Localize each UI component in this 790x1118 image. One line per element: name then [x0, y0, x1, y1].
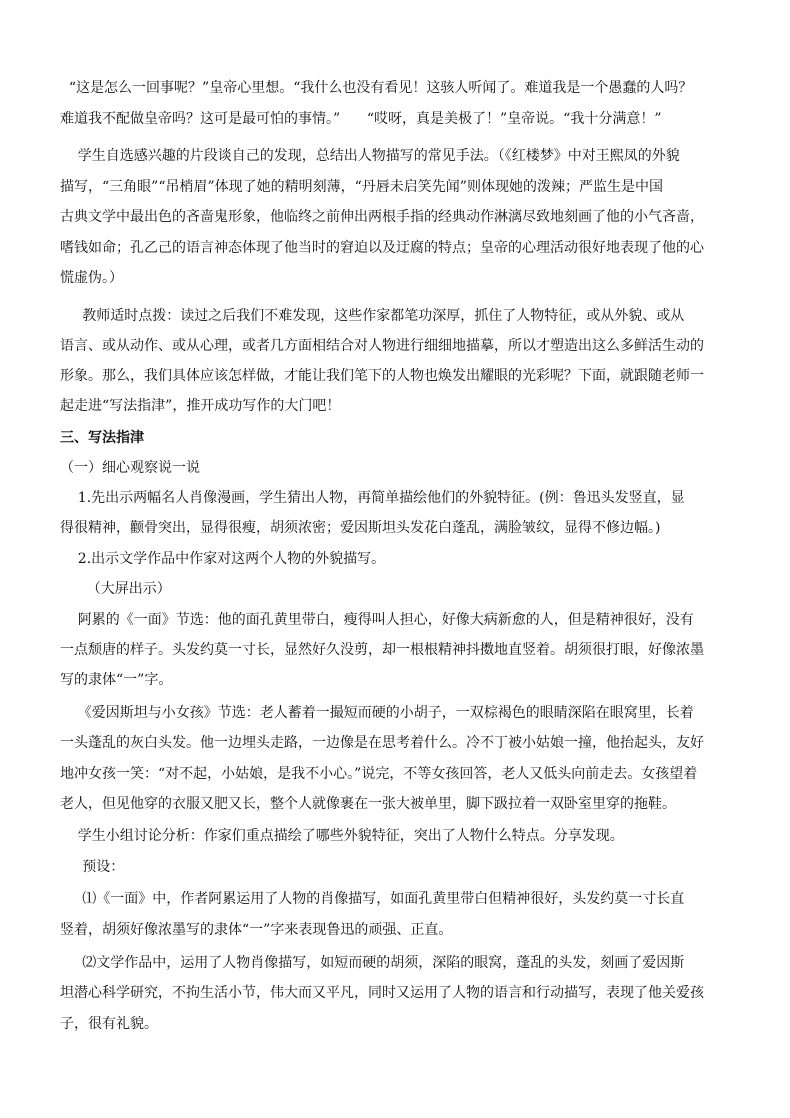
text-line: 慌虚伪。） — [60, 270, 123, 286]
text-line: 一头蓬乱的灰白头发。他一边埋头走路，一边像是在思考着什么。冷不丁被小姑娘一撞，他抬起头，友好 — [60, 735, 704, 751]
text-line: 预设： — [60, 859, 125, 875]
text-line: 地冲女孩一笑：“对不起，小姑娘，是我不小心。”说完，不等女孩回答，老人又低头向前走去。女孩望着 — [60, 766, 698, 782]
text-line: ⑵文学作品中，运用了人物肖像描写，如短而硬的胡须，深陷的眼窝，蓬乱的头发，刻画了爱因斯 — [60, 955, 685, 971]
text-line: 老人，但见他穿的衣服又肥又长，整个人就像裹在一张大被单里，脚下趿拉着一双卧室里穿的拖鞋。 — [60, 796, 676, 812]
text-line: 学生自选感兴趣的片段谈自己的发现，总结出人物描写的常见手法。（《红楼梦》中对王熙凤的外貌 — [60, 148, 680, 164]
text-line: 竖着，胡须好像浓墨写的隶体“一”字来表现鲁迅的顽强、正直。 — [60, 922, 453, 938]
text-line: 得很精神，颧骨突出，显得很瘦，胡须浓密；爱因斯坦头发花白蓬乱，满脸皱纹，显得不修边幅。) — [60, 520, 661, 536]
text-line: 形象。那么，我们具体应该怎样做，才能让我们笔下的人物也焕发出耀眼的光彩呢？下面，就跟随老师一 — [60, 368, 704, 384]
subsection-heading: （一）细心观察说一说 — [60, 460, 200, 476]
text-line: 描写，“三角眼”“吊梢眉”体现了她的精明刻薄，“丹唇未启笑先闻”则体现她的泼辣；严监生是中国 — [60, 179, 663, 195]
text-line: 嗜钱如命；孔乙己的语言神态体现了他当时的窘迫以及迂腐的特点；皇帝的心理活动很好地表现了他的心 — [60, 240, 704, 256]
text-line: 子，很有礼貌。 — [60, 1016, 158, 1032]
text-line: 难道我不配做皇帝吗？这可是最可怕的事情。” “哎呀，真是美极了！”皇帝说。“我十分满意！” — [60, 111, 662, 127]
text-line: ⑴《一面》中，作者阿累运用了人物的肖像描写，如面孔黄里带白但精神很好，头发约莫一寸长直 — [60, 891, 685, 907]
section-heading: 三、写法指津 — [60, 430, 144, 446]
text-line: 阿累的《一面》节选：他的面孔黄里带白，瘦得叫人担心，好像大病新愈的人，但是精神很好，没有 — [60, 612, 694, 628]
text-line: “这是怎么一回事呢？”皇帝心里想。“我什么也没有看见！这骇人听闻了。难道我是一个愚蠢的人吗？ — [60, 80, 693, 96]
text-line: 古典文学中最出色的吝啬鬼形象，他临终之前伸出两根手指的经典动作淋漓尽致地刻画了他的小气吝啬， — [60, 209, 704, 225]
text-line: 起走进“写法指津”，推开成功写作的大门吧！ — [60, 398, 341, 414]
text-line: 教师适时点拨：读过之后我们不难发现，这些作家都笔功深厚，抓住了人物特征，或从外貌、或从 — [60, 308, 685, 324]
text-line: 《爱因斯坦与小女孩》节选：老人蓄着一撮短而硬的小胡子，一双棕褐色的眼睛深陷在眼窝里，长着 — [60, 705, 694, 721]
text-line: 一点颓唐的样子。头发约莫一寸长，显然好久没剪，却一根根精神抖擞地直竖着。胡须很打眼，好像浓墨 — [60, 642, 704, 658]
text-line: 坦潜心科学研究，不拘生活小节，伟大而又平凡，同时又运用了人物的语言和行动描写，表现了他关爱孩 — [60, 985, 704, 1001]
text-line: 语言、或从动作、或从心理，或者几方面相结合对人物进行细细地描摹，所以才塑造出这么多鲜活生动的 — [60, 338, 704, 354]
text-line: 1.先出示两幅名人肖像漫画，学生猜出人物，再简单描绘他们的外貌特征。(例：鲁迅头发竖直，显 — [60, 490, 685, 506]
text-line: （大屏出示） — [60, 581, 171, 597]
text-line: 学生小组讨论分析：作家们重点描绘了哪些外貌特征，突出了人物什么特点。分享发现。 — [60, 828, 624, 844]
text-line: 写的隶体“一”字。 — [60, 672, 173, 688]
text-line: 2.出示文学作品中作家对这两个人物的外貌描写。 — [60, 551, 386, 567]
